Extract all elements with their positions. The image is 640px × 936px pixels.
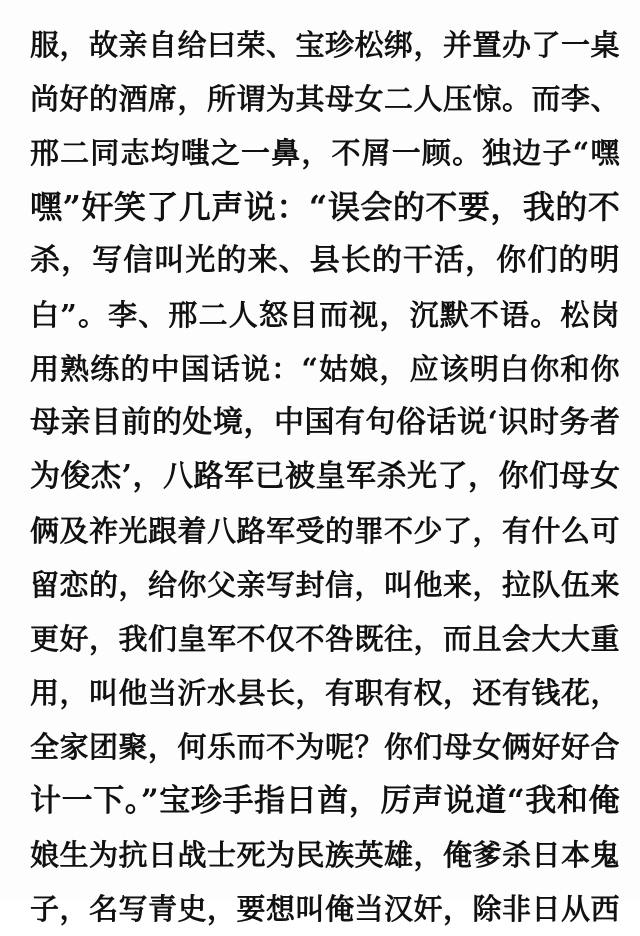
text-line-12: 更好，我们皇军不仅不咎既往，而且会大大重 [30,622,621,656]
text-line-14: 全家团聚，何乐而不为呢？你们母女俩好好合 [30,730,621,764]
text-line-11: 留恋的，给你父亲写封信，叫他来，拉队伍来 [30,568,621,602]
text-line-10: 俩及祚光跟着八路军受的罪不少了，有什么可 [30,514,621,548]
text-line-13: 用，叫他当沂水县长，有职有权，还有钱花， [30,676,621,710]
text-line-8: 母亲目前的处境，中国有句俗话说‘识时务者 [30,405,621,440]
text-line-15: 计一下。”宝珍手指日酋，厉声说道“我和俺 [30,783,620,819]
text-body [30,18,620,936]
text-line-6: 白”。李、邢二人怒目而视，沉默不语。松岗 [30,298,620,332]
text-line-3: 邢二同志均嗤之一鼻，不屑一顾。独边子“嘿 [30,136,620,170]
text-line-9: 为俊杰’，八路军已被皇军杀光了，你们母女 [30,459,621,494]
text-line-7: 用熟练的中国话说：“姑娘，应该明白你和你 [30,352,620,386]
text-line-17: 子，名写青史，要想叫俺当汉奸，除非日从西 [30,892,621,926]
text-line-5: 杀，写信叫光的来、县长的干活，你们的明 [30,243,620,278]
text-line-1: 服，故亲自给曰荣、宝珍松绑，并置办了一桌 [30,28,621,62]
text-line-16: 娘生为抗日战士死为民族英雄，俺爹杀日本鬼 [30,838,621,872]
text-line-4: 嘿”奸笑了几声说：“误会的不要，我的不 [30,188,621,226]
text-line-2: 尚好的酒席，所谓为其母女二人压惊。而李、 [30,82,621,116]
